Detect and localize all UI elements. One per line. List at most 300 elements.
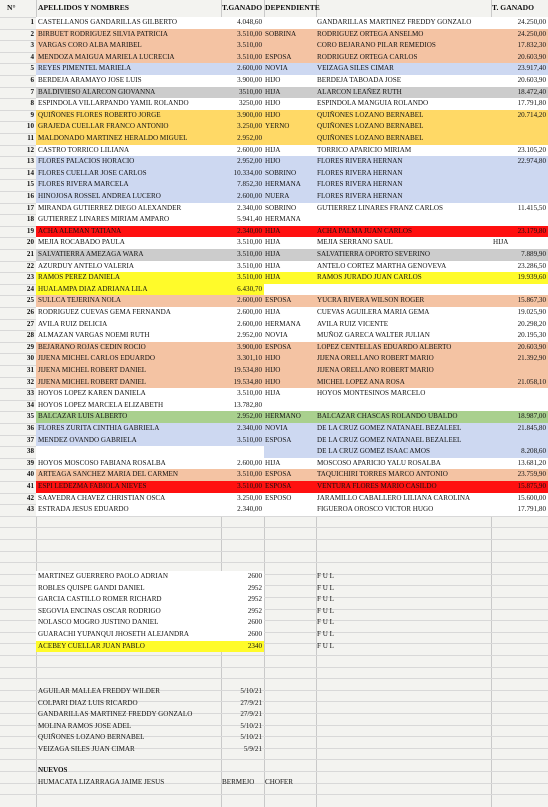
row-dependiente: DE LA CRUZ GOMEZ ISAAC AMOS <box>317 447 430 456</box>
row-number: 43 <box>26 505 34 514</box>
row-divider <box>0 759 548 760</box>
row-name: ESTRADA JESUS EDUARDO <box>38 505 129 514</box>
date-row-date: 5/10/21 <box>240 733 262 742</box>
row-number: 25 <box>26 296 34 305</box>
nuevos-name: HUMACATA LIZARRAGA JAIME JESUS <box>38 778 165 786</box>
row-divider <box>0 516 548 517</box>
row-dependiente: MOSCOSO APARICIO YALU ROSALBA <box>317 458 441 467</box>
row-total: 7.889,90 <box>521 250 546 258</box>
row-relation: HIJO <box>265 354 281 363</box>
row-amount: 19.534,80 <box>233 377 262 386</box>
row-relation: YERNO <box>265 122 290 131</box>
row-amount: 10.334,00 <box>233 168 262 177</box>
row-amount: 5.941,40 <box>237 215 262 224</box>
table-row <box>0 52 548 64</box>
header-number: N° <box>7 3 16 12</box>
row-dependiente: TORRICO APARICIO MIRIAM <box>317 145 412 154</box>
row-amount: 2.340,00 <box>237 424 262 432</box>
row-number: 33 <box>26 389 34 398</box>
row-name: BERDEJA ARAMAYO JOSE LUIS <box>38 76 142 84</box>
table-row <box>0 342 548 354</box>
table-row <box>0 423 548 435</box>
row-amount: 3.510,00 <box>237 482 262 490</box>
row-dependiente: CUEVAS AGUILERA MARIA GEMA <box>317 308 430 316</box>
row-relation: HIJA <box>265 145 281 154</box>
ful-row <box>0 629 548 641</box>
row-total: 20.603,90 <box>517 52 546 61</box>
date-row <box>0 709 548 721</box>
table-row <box>0 203 548 215</box>
date-row-name: GANDARILLAS MARTINEZ FREDDY GONZALO <box>38 710 193 719</box>
row-number: 42 <box>26 493 34 502</box>
row-amount: 3.250,00 <box>237 493 262 502</box>
row-amount: 3.510,00 <box>237 41 262 50</box>
row-dependiente: VEIZAGA SILES CIMAR <box>317 64 394 73</box>
row-number: 41 <box>26 482 34 490</box>
row-dependiente: ACHA PALMA JUAN CARLOS <box>317 226 412 235</box>
row-relation: SOBRINA <box>265 29 297 38</box>
row-dependiente: FLORES RIVERA HERNAN <box>317 157 403 166</box>
row-total: 23.917,40 <box>517 64 546 73</box>
row-number: 10 <box>26 122 34 131</box>
row-dependiente: JIJENA ORELLANO ROBERT MARIO <box>317 366 434 374</box>
row-number: 9 <box>30 110 34 119</box>
date-row-name: QUIÑONES LOZANO BERNABEL <box>38 733 145 742</box>
row-dependiente: QUIÑONES LOZANO BERNABEL <box>317 110 424 119</box>
row-relation: HIJA <box>265 308 281 316</box>
header-ganado: T.GANADO <box>222 3 263 12</box>
row-name: FLORES ZURITA CINTHIA GABRIELA <box>38 424 160 432</box>
row-dependiente: FLORES RIVERA HERNAN <box>317 180 403 189</box>
date-row-date: 27/9/21 <box>240 698 262 707</box>
ful-row <box>0 617 548 629</box>
row-amount: 3.900,00 <box>237 110 262 119</box>
header-t-ganado: T. GANADO <box>492 3 535 12</box>
row-number: 8 <box>30 99 34 108</box>
row-name: MENDOZA MAIGUA MARIELA LUCRECIA <box>38 52 175 61</box>
table-row <box>0 214 548 226</box>
row-name: ARTEAGA SANCHEZ MARIA DEL CARMEN <box>38 470 179 479</box>
row-name: RAMOS PEREZ DANIELA <box>38 273 120 282</box>
table-row <box>0 226 548 238</box>
row-divider <box>0 794 548 795</box>
row-dependiente: FLORES RIVERA HERNAN <box>317 192 403 200</box>
row-dependiente: TAQUICHIRI TORRES MARCO ANTONIO <box>317 470 448 479</box>
row-dependiente: ALARCON LEAÑEZ RUTH <box>317 87 402 96</box>
row-amount: 3.510,00 <box>237 238 262 247</box>
row-dependiente: MICHEL LOPEZ ANA ROSA <box>317 377 405 386</box>
date-row-date: 27/9/21 <box>240 710 262 719</box>
table-row <box>0 156 548 168</box>
date-row-name: COLPARI DIAZ LUIS RICARDO <box>38 698 138 707</box>
row-number: 36 <box>26 424 34 432</box>
row-fill-right <box>264 400 548 412</box>
row-name: ACHA ALEMAN TATIANA <box>38 226 122 235</box>
row-total: 21.392,90 <box>517 354 546 363</box>
row-amount: 3.250,00 <box>237 122 262 131</box>
row-relation: HERMANA <box>265 319 301 328</box>
row-name: HINOJOSA ROSSEL ANDREA LUCERO <box>38 192 161 200</box>
ful-name: ROBLES QUISPE GANDI DANIEL <box>38 583 145 592</box>
row-number: 15 <box>26 180 34 189</box>
row-number: 3 <box>30 41 34 50</box>
row-relation: HIJO <box>265 157 281 166</box>
row-number: 14 <box>26 168 34 177</box>
row-dependiente: MEJIA SERRANO SAUL <box>317 238 393 247</box>
row-amount: 3250,00 <box>238 99 262 108</box>
row-name: FLORES PALACIOS HORACIO <box>38 157 135 166</box>
ful-name: GUARACHI YUPANQUI JHOSETH ALEJANDRA <box>38 630 190 638</box>
row-amount: 2.340,00 <box>237 203 262 212</box>
row-amount: 13.782,80 <box>233 400 262 409</box>
table-row <box>0 237 548 249</box>
row-number: 7 <box>30 87 34 96</box>
row-name: BEJARANO ROJAS CEDIN ROCIO <box>38 342 146 351</box>
row-number: 23 <box>26 273 34 282</box>
table-row <box>0 504 548 516</box>
row-name: QUIÑONES FLORES ROBERTO JORGE <box>38 110 161 119</box>
row-amount: 6.430,70 <box>237 284 262 293</box>
nuevos-role: CHOFER <box>265 778 293 786</box>
row-amount: 3.510,00 <box>237 389 262 398</box>
row-dependiente: JIJENA ORELLANO ROBERT MARIO <box>317 354 434 363</box>
row-relation: HIJO <box>265 366 281 374</box>
table-row <box>0 365 548 377</box>
date-row-date: 5/10/21 <box>240 721 262 730</box>
row-name: JIJENA MICHEL ROBERT DANIEL <box>38 377 147 386</box>
row-fill-right <box>264 284 548 296</box>
row-relation: ESPOSO <box>265 493 292 502</box>
date-row-date: 5/9/21 <box>243 745 262 753</box>
row-name: FLORES CUELLAR JOSE CARLOS <box>38 168 147 177</box>
row-amount: 2.952,00 <box>237 331 262 340</box>
table-row <box>0 446 548 458</box>
row-name: MEJIA ROCABADO PAULA <box>38 238 125 247</box>
ful-amount: 2600 <box>247 572 262 580</box>
row-relation: HIJA <box>265 273 281 282</box>
row-relation: NOVIA <box>265 424 288 432</box>
row-number: 26 <box>26 308 34 316</box>
row-relation: ESPOSA <box>265 482 292 490</box>
row-dependiente: BERDEJA TABOADA JOSE <box>317 76 402 84</box>
row-number: 30 <box>26 354 34 363</box>
row-dependiente: LOPEZ CENTELLAS EDUARDO ALBERTO <box>317 342 452 351</box>
table-row <box>0 435 548 447</box>
row-name: CASTELLANOS GANDARILLAS GILBERTO <box>38 18 177 26</box>
row-total: 15.600,00 <box>517 493 546 502</box>
row-amount: 3.510,00 <box>237 435 262 444</box>
ful-name: GARCIA CASTILLO ROMER RICHARD <box>38 595 162 604</box>
row-name: HOYOS LOPEZ MARCELA ELIZABETH <box>38 400 164 409</box>
row-total: 19.939,60 <box>517 273 546 282</box>
row-total: 15.875,90 <box>517 482 546 490</box>
row-relation: NOVIA <box>265 64 288 73</box>
date-row <box>0 732 548 744</box>
ful-note: F U L <box>317 641 334 650</box>
row-relation: HIJA <box>265 250 281 258</box>
row-relation: ESPOSA <box>265 296 292 305</box>
row-name: AVILA RUIZ DELICIA <box>38 319 108 328</box>
row-name: AZURDUY ANTELO VALERIA <box>38 261 135 270</box>
row-relation: NUERA <box>265 192 290 200</box>
row-relation: HIJA <box>265 226 281 235</box>
row-divider <box>0 655 548 656</box>
ful-amount: 2952 <box>247 606 262 615</box>
row-dependiente: CORO BEJARANO PILAR REMEDIOS <box>317 41 436 50</box>
row-name: HUALAMPA DIAZ ADRIANA LILA <box>38 284 148 293</box>
row-amount: 2.952,00 <box>237 412 262 421</box>
table-row <box>0 191 548 203</box>
row-number: 29 <box>26 342 34 351</box>
row-amount: 3.510,00 <box>237 29 262 38</box>
row-name: JIJENA MICHEL CARLOS EDUARDO <box>38 354 155 363</box>
ful-note: F U L <box>317 572 334 580</box>
row-relation: ESPOSA <box>265 52 292 61</box>
row-relation: HIJA <box>265 261 281 270</box>
row-dependiente: BALCAZAR CHASCAS ROLANDO UBALDO <box>317 412 458 421</box>
row-amount: 3.510,00 <box>237 52 262 61</box>
row-name: SULLCA TEJERINA NOLA <box>38 296 122 305</box>
row-name: HOYOS LOPEZ KAREN DANIELA <box>38 389 146 398</box>
nuevos-place: BERMEJO <box>222 778 255 786</box>
table-row <box>0 40 548 52</box>
row-total: 20.603,90 <box>517 76 546 84</box>
table-row <box>0 272 548 284</box>
row-amount: 2.952,00 <box>237 157 262 166</box>
row-amount: 3.510,00 <box>237 261 262 270</box>
row-number: 31 <box>26 366 34 374</box>
row-name: RODRIGUEZ CUEVAS GEMA FERNANDA <box>38 308 171 316</box>
row-number: 11 <box>27 134 34 142</box>
row-total: 20.603,90 <box>517 342 546 351</box>
row-name: JIJENA MICHEL ROBERT DANIEL <box>38 366 147 374</box>
row-total: 21.845,80 <box>517 424 546 432</box>
row-total: 21.058,10 <box>517 377 546 386</box>
row-dependiente: FLORES RIVERA HERNAN <box>317 168 403 177</box>
row-dependiente: YUCRA RIVERA WILSON ROGER <box>317 296 425 305</box>
row-divider <box>0 562 548 563</box>
row-number: 21 <box>26 250 34 258</box>
row-relation: HIJO <box>265 76 281 84</box>
row-total: 20.714,20 <box>517 110 546 119</box>
table-row <box>0 493 548 505</box>
ful-row <box>0 606 548 618</box>
row-number: 38 <box>26 447 34 456</box>
row-number: 6 <box>30 76 34 84</box>
table-row <box>0 168 548 180</box>
ful-note: F U L <box>317 583 334 592</box>
ful-name: MARTINEZ GUERRERO PAOLO ADRIAN <box>38 572 168 580</box>
row-amount: 2.600,00 <box>237 458 262 467</box>
header-dependiente: DEPENDIENTE <box>265 3 320 12</box>
row-divider <box>0 771 548 772</box>
row-total: 20.298,20 <box>517 319 546 328</box>
header-row <box>0 0 548 16</box>
row-amount: 3.301,10 <box>237 354 262 363</box>
ful-note: F U L <box>317 595 334 604</box>
table-row <box>0 145 548 157</box>
row-number: 18 <box>26 215 34 224</box>
row-relation: ESPOSA <box>265 342 292 351</box>
row-number: 28 <box>26 331 34 340</box>
row-dependiente: VENTURA FLORES MARIO CASILDO <box>317 482 437 490</box>
row-number: 27 <box>26 319 34 328</box>
row-number: 20 <box>26 238 34 247</box>
table-row <box>0 261 548 273</box>
row-amount: 2.600,00 <box>237 319 262 328</box>
row-number: 5 <box>30 64 34 73</box>
row-relation: ESPOSA <box>265 435 292 444</box>
row-dependiente: RODRIGUEZ ORTEGA ANSELMO <box>317 29 424 38</box>
row-amount: 3.510,00 <box>237 273 262 282</box>
row-name: ALMAZAN VARGAS NOEMI RUTH <box>38 331 150 340</box>
row-number: 19 <box>26 226 34 235</box>
row-number: 1 <box>30 18 34 26</box>
row-name: REYES PIMENTEL MARIELA <box>38 64 132 73</box>
table-row <box>0 295 548 307</box>
table-row <box>0 110 548 122</box>
row-total: 8.208,60 <box>521 447 546 456</box>
row-total: 23.179,80 <box>517 226 546 235</box>
row-number: 37 <box>26 435 34 444</box>
row-divider <box>0 527 548 528</box>
ful-amount: 2952 <box>247 583 262 592</box>
ful-row <box>0 583 548 595</box>
row-relation: SOBRINO <box>265 168 297 177</box>
table-row <box>0 63 548 75</box>
row-number: 24 <box>26 284 34 293</box>
date-row <box>0 698 548 710</box>
row-dependiente: RAMOS JURADO JUAN CARLOS <box>317 273 422 282</box>
table-row <box>0 17 548 29</box>
nuevos-title: NUEVOS <box>38 766 68 774</box>
row-amount: 2.600,00 <box>237 296 262 305</box>
row-amount: 2.600,00 <box>237 192 262 200</box>
row-divider <box>0 678 548 679</box>
ful-amount: 2600 <box>247 630 262 638</box>
table-row <box>0 179 548 191</box>
row-dependiente: DE LA CRUZ GOMEZ NATANAEL BEZALEEL <box>317 435 462 444</box>
row-total: 18.472,40 <box>517 87 546 96</box>
row-name: BIRBUET RODRIGUEZ SILVIA PATRICIA <box>38 29 168 38</box>
table-row <box>0 284 548 296</box>
row-relation: HIJA <box>265 87 281 96</box>
row-total: 18.987,00 <box>517 412 546 421</box>
row-number: 4 <box>30 52 34 61</box>
table-row <box>0 75 548 87</box>
row-name: ESPINDOLA VILLARPANDO YAMIL ROLANDO <box>38 99 189 108</box>
row-name: SAAVEDRA CHAVEZ CHRISTIAN OSCA <box>38 493 166 502</box>
row-total: 17.791,80 <box>517 505 546 514</box>
ful-row <box>0 641 548 653</box>
row-total: 19.025,90 <box>517 308 546 316</box>
row-name: MIRANDA GUTIERREZ DIEGO ALEXANDER <box>38 203 182 212</box>
row-number: 22 <box>26 261 34 270</box>
row-name: CASTRO TORRICO LILIANA <box>38 145 130 154</box>
row-relation: HIJA <box>265 238 281 247</box>
row-relation: HERMANA <box>265 215 301 224</box>
row-name: FLORES RIVERA MARCELA <box>38 180 129 189</box>
row-number: 34 <box>26 400 34 409</box>
row-divider <box>0 539 548 540</box>
ful-name: ACEBEY CUELLAR JUAN PABLO <box>38 641 145 650</box>
row-dependiente: SALVATIERRA OPORTO SEVERINO <box>317 250 430 258</box>
table-row <box>0 469 548 481</box>
row-dependiente: AVILA RUIZ VICENTE <box>317 319 389 328</box>
table-row <box>0 330 548 342</box>
row-amount: 2.952,00 <box>237 134 262 142</box>
row-name: BALCAZAR LUIS ALBERTO <box>38 412 128 421</box>
table-row <box>0 388 548 400</box>
row-amount: 3.510,00 <box>237 470 262 479</box>
table-row <box>0 411 548 423</box>
table-row <box>0 307 548 319</box>
date-row-name: AGUILAR MALLEA FREDDY WILDER <box>38 687 160 695</box>
row-amount: 3.900,00 <box>237 342 262 351</box>
row-divider <box>0 667 548 668</box>
row-relation: ESPOSA <box>265 470 292 479</box>
row-total: 17.832,30 <box>517 41 546 50</box>
row-amount: 2.600,00 <box>237 145 262 154</box>
row-total: HIJA <box>493 238 509 247</box>
row-dependiente: FIGUEROA OROSCO VICTOR HUGO <box>317 505 434 514</box>
ful-note: F U L <box>317 606 334 615</box>
row-total: 24.250,00 <box>517 29 546 38</box>
row-number: 40 <box>26 470 34 479</box>
row-total: 15.867,30 <box>517 296 546 305</box>
header-name: APELLIDOS Y NOMBRES <box>38 3 129 12</box>
row-dependiente: QUIÑONES LOZANO BERNABEL <box>317 122 424 131</box>
row-amount: 3.900,00 <box>237 76 262 84</box>
row-dependiente: RODRIGUEZ ORTEGA CARLOS <box>317 52 418 61</box>
table-row <box>0 249 548 261</box>
row-total: 24.250,00 <box>517 18 546 26</box>
row-dependiente: ESPINDOLA MANGUIA ROLANDO <box>317 99 429 108</box>
date-row-date: 5/10/21 <box>240 687 262 695</box>
row-name: MALDONADO MARTINEZ HERALDO MIGUEL <box>38 134 188 142</box>
ful-name: SEGOVIA ENCINAS OSCAR RODRIGO <box>38 606 161 615</box>
row-amount: 2.600,00 <box>237 64 262 73</box>
row-name: HOYOS MOSCOSO FABIANA ROSALBA <box>38 458 166 467</box>
row-amount: 7.852,30 <box>237 180 262 189</box>
row-total: 11.415,50 <box>517 203 546 212</box>
table-row <box>0 133 548 145</box>
row-name: VARGAS CORO ALBA MARIBEL <box>38 41 142 50</box>
row-amount: 3510,00 <box>238 87 262 96</box>
row-relation: NOVIA <box>265 331 288 340</box>
row-amount: 19.534,80 <box>233 366 262 374</box>
ful-row <box>0 571 548 583</box>
row-relation: HIJO <box>265 377 281 386</box>
row-dependiente: GUTIERREZ LINARES FRANZ CARLOS <box>317 203 443 212</box>
row-name: MENDEZ OVANDO GABRIELA <box>38 435 137 444</box>
row-total: 22.974,80 <box>517 157 546 166</box>
date-row <box>0 744 548 756</box>
row-amount: 4.048,60 <box>237 18 262 26</box>
row-total: 23.759,90 <box>517 470 546 479</box>
ful-amount: 2340 <box>247 641 262 650</box>
row-number: 13 <box>26 157 34 166</box>
row-dependiente: JARAMILLO CABALLERO LILIANA CAROLINA <box>317 493 471 502</box>
table-row <box>0 98 548 110</box>
row-total: 13.681,20 <box>517 458 546 467</box>
table-row <box>0 400 548 412</box>
row-relation: HIJA <box>265 389 281 398</box>
row-amount: 3.510,00 <box>237 250 262 258</box>
ful-amount: 2952 <box>247 595 262 604</box>
date-row-name: VEIZAGA SILES JUAN CIMAR <box>38 745 135 753</box>
row-dependiente: QUIÑONES LOZANO BERNABEL <box>317 134 424 142</box>
